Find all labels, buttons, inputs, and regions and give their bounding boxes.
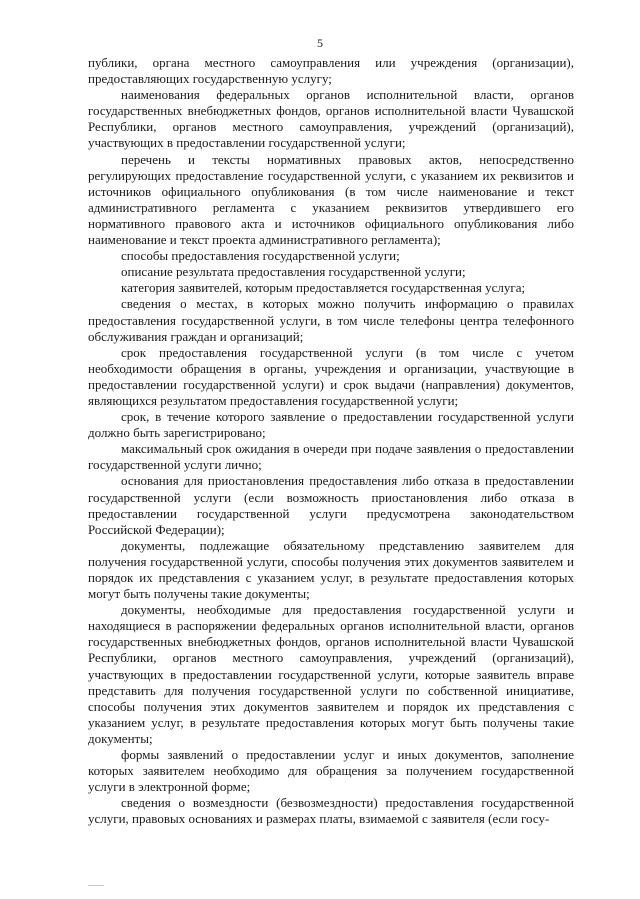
paragraph: документы, необходимые для предоставления государственной услуги и находящиеся в распоряжении федеральных органов исполнительной власти, органов государственных внебюджетных фондов, органов исполнительной власти Чувашской Республики, органов местного самоуправления, учреждений (организаций), участвующих в предоставлении государственной услуги, которые заявитель вправе представить для получения государственной услуги по собственной инициативе, способы получения этих документов заявителем и порядок их представления с указанием услуг, в результате предоставления которых могут быть получены такие документы; (88, 602, 574, 746)
paragraph: описание результата предоставления государственной услуги; (121, 264, 466, 280)
paragraph: срок, в течение которого заявление о предоставлении государственной услуги должно быть зарегистрировано; (88, 409, 574, 441)
paragraph: способы предоставления государственной услуги; (121, 248, 400, 264)
paragraph: наименования федеральных органов исполнительной власти, органов государственных внебюджетных фондов, органов исполнительной власти Чувашской Республики, органов местного самоуправления, учреждений (организаций), участвующих в предоставлении государственной услуги; (88, 87, 574, 151)
body-text (88, 55, 574, 828)
paragraph: публики, органа местного самоуправления или учреждения (организации), предоставляющих государственную услугу; (88, 55, 574, 87)
paragraph: срок предоставления государственной услуги (в том числе с учетом необходимости обращения в органы, учреждения и организации, участвующие в предоставлении государственной услуги) и срок выдачи (направления) документов, являющихся результатом предоставления государственной услуги; (88, 344, 574, 408)
paragraph: основания для приостановления предоставления либо отказа в предоставлении государственной услуги (если возможность приостановления либо отказа в предоставлении государственной услуги предусмотрена законодательством Российской Федерации); (88, 473, 574, 537)
paragraph: документы, подлежащие обязательному представлению заявителем для получения государственной услуги, способы получения этих документов заявителем и порядок их представления с указанием услуг, в результате предоставления которых могут быть получены такие документы; (88, 537, 574, 602)
paragraph: категория заявителей, которым предоставляется государственная услуга; (121, 280, 526, 296)
paragraph: формы заявлений о предоставлении услуг и иных документов, заполнение которых заявителем необходимо для обращения за получением государственной услуги в электронной форме; (88, 747, 574, 795)
scan-mark (88, 885, 104, 886)
paragraph: перечень и тексты нормативных правовых актов, непосредственно регулирующих предоставление государственной услуги, с указанием их реквизитов и источников официального опубликования (в том числе наименование и текст административного регламента с указанием реквизитов утвердившего его нормативного правового акта и источников официального опубликования либо наименование и текст проекта административного регламента); (88, 151, 574, 248)
page-number: 5 (317, 36, 323, 50)
paragraph: максимальный срок ожидания в очереди при подаче заявления о предоставлении государственной услуги лично; (88, 441, 574, 473)
paragraph: сведения о местах, в которых можно получить информацию о правилах предоставления государственной услуги, в том числе телефоны центра телефонного обслуживания граждан и организаций; (88, 296, 574, 344)
paragraph: сведения о возмездности (безвозмездности) предоставления государственной услуги, правовых основаниях и размерах платы, взимаемой с заявителя (если госу- (88, 795, 574, 827)
